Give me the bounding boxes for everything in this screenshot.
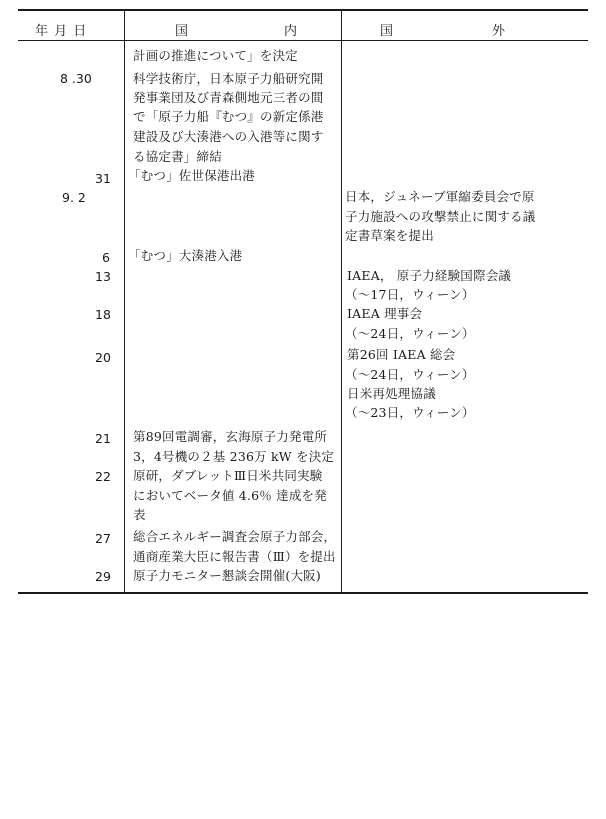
header-foreign-a: 国: [380, 24, 394, 39]
date-column-divider: [124, 9, 125, 593]
foreign-line: IAEA 理事会: [347, 306, 423, 321]
foreign-line: 日米再処理協議: [347, 386, 436, 401]
date-13: 13: [95, 269, 111, 284]
date-22: 22: [95, 469, 111, 484]
domestic-line: 科学技術庁，日本原子力船研究開: [133, 71, 324, 86]
date-27: 27: [95, 531, 111, 546]
header-bottom-rule: [18, 40, 588, 41]
domestic-line: 原研，ダブレットⅢ日米共同実験: [133, 468, 323, 483]
foreign-line: 日本，ジュネーブ軍縮委員会で原: [345, 189, 535, 204]
domestic-line: 3，4号機の２基 236万 kW を決定: [133, 449, 335, 464]
foreign-line: IAEA， 原子力経験国際会議: [347, 268, 512, 283]
table-bottom-rule: [18, 592, 588, 594]
domestic-line: 建設及び大湊港への入港等に関す: [133, 129, 324, 144]
foreign-line: （～17日，ウィーン）: [345, 287, 475, 302]
domestic-column-divider: [341, 9, 342, 593]
domestic-line: 第89回電調審，玄海原子力発電所: [133, 429, 328, 444]
domestic-line: においてベータ値 4.6％ 達成を発: [133, 488, 327, 503]
foreign-line: 定書草案を提出: [345, 228, 434, 243]
domestic-line: 通商産業大臣に報告書（Ⅲ）を提出: [133, 549, 336, 564]
date-8-30: 8 .30: [60, 71, 92, 86]
foreign-line: （～23日，ウィーン）: [345, 405, 475, 420]
domestic-line: 計画の推進について」を決定: [133, 48, 298, 63]
foreign-line: 子力施設への攻撃禁止に関する議: [345, 209, 536, 224]
foreign-line: （～24日，ウィーン）: [345, 367, 475, 382]
date-6: 6: [102, 250, 110, 265]
domestic-line: 総合エネルギー調査会原子力部会，: [133, 529, 337, 544]
foreign-line: 第26回 IAEA 総会: [347, 347, 456, 362]
header-foreign-b: 外: [492, 24, 506, 39]
domestic-line: る協定書」締結: [133, 149, 222, 164]
header-domestic-a: 国: [175, 24, 189, 39]
domestic-line: 発事業団及び青森側地元三者の間: [133, 90, 324, 105]
date-18: 18: [95, 307, 111, 322]
date-29: 29: [95, 569, 111, 584]
domestic-line: 原子力モニター懇談会開催(大阪): [133, 568, 321, 583]
domestic-line: 「むつ」佐世保港出港: [128, 168, 256, 183]
date-20: 20: [95, 350, 111, 365]
table-top-rule: [18, 9, 588, 11]
domestic-line: で「原子力船『むつ』の新定係港: [133, 109, 324, 124]
header-date: 年 月 日: [35, 24, 88, 39]
date-31: 31: [95, 171, 111, 186]
header-domestic-b: 内: [284, 24, 298, 39]
foreign-line: （～24日，ウィーン）: [345, 326, 475, 341]
domestic-line: 表: [133, 507, 146, 522]
date-9-2: 9. 2: [62, 190, 86, 205]
domestic-line: 「むつ」大湊港入港: [128, 248, 243, 263]
date-21: 21: [95, 431, 111, 446]
